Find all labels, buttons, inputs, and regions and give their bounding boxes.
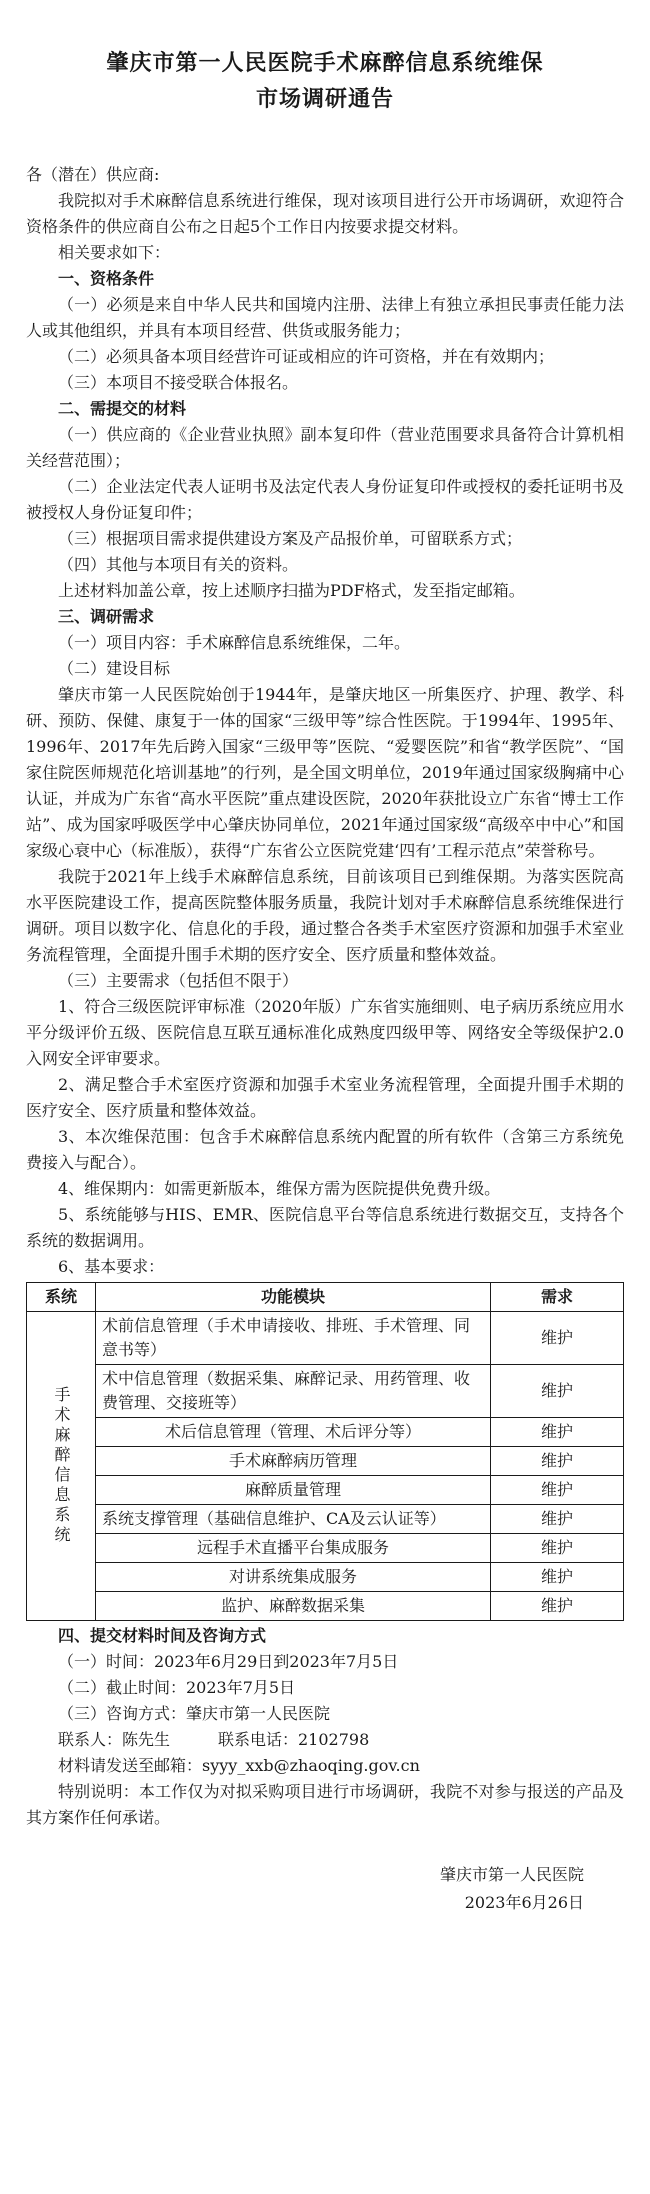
section-1-item: （三）本项目不接受联合体报名。	[58, 373, 299, 392]
main-requirements-heading: （三）主要需求（包括但不限于）	[58, 971, 299, 990]
notice-body	[26, 162, 624, 1831]
module-cell: 对讲系统集成服务	[96, 1563, 491, 1592]
section-2-item: （三）根据项目需求提供建设方案及产品报价单，可留联系方式；	[58, 529, 523, 548]
requirement-item: 5、系统能够与HIS、EMR、医院信息平台等信息系统进行数据交互，支持各个系统的数据调用。	[26, 1205, 624, 1250]
project-background-paragraph: 我院于2021年上线手术麻醉信息系统，目前该项目已到维保期。为落实医院高水平医院建设工作，提高医院整体服务质量，我院计划对手术麻醉信息系统维保进行调研。项目以数字化、信息化的手段，通过整合各类手术室医疗资源和加强手术室业务流程管理，全面提升围手术期的医疗安全、医疗质量和整体效益。	[26, 867, 624, 964]
section-1-heading: 一、资格条件	[58, 269, 155, 288]
greeting: 各（潜在）供应商:	[26, 165, 160, 184]
requirement-item: 1、符合三级医院评审标准（2020年版）广东省实施细则、电子病历系统应用水平分级评价五级、医院信息互联互通标准化成熟度四级甲等、网络安全等级保护2.0入网安全评审要求。	[26, 997, 624, 1068]
section-2-item: （四）其他与本项目有关的资料。	[58, 555, 299, 574]
table-row	[27, 1365, 624, 1418]
module-cell: 术前信息管理（手术申请接收、排班、手术管理、同意书等）	[96, 1312, 491, 1365]
need-cell: 维护	[491, 1534, 624, 1563]
requirement-item: 2、满足整合手术室医疗资源和加强手术室业务流程管理，全面提升围手术期的医疗安全、医疗质量和整体效益。	[26, 1075, 624, 1120]
contact-info: 联系人：陈先生 联系电话：2102798	[58, 1730, 370, 1749]
module-cell: 监护、麻醉数据采集	[96, 1592, 491, 1621]
section-2-heading: 二、需提交的材料	[58, 399, 187, 418]
need-cell: 维护	[491, 1592, 624, 1621]
header-need: 需求	[491, 1283, 624, 1312]
requirement-item: 4、维保期内：如需更新版本，维保方需为医院提供免费升级。	[58, 1179, 501, 1198]
build-goal-heading: （二）建设目标	[58, 659, 171, 678]
section-3-heading: 三、调研需求	[58, 607, 155, 626]
requirement-item: 6、基本要求：	[58, 1257, 165, 1276]
need-cell: 维护	[491, 1418, 624, 1447]
module-cell: 系统支撑管理（基础信息维护、CA及云认证等）	[96, 1505, 491, 1534]
module-cell: 手术麻醉病历管理	[96, 1447, 491, 1476]
section-2-item: （二）企业法定代表人证明书及法定代表人身份证复印件或授权的委托证明书及被授权人身份证复印件；	[26, 477, 624, 522]
notice-title	[26, 46, 624, 118]
table-row	[27, 1505, 624, 1534]
table-row	[27, 1563, 624, 1592]
section-1-item: （一）必须是来自中华人民共和国境内注册、法律上有独立承担民事责任能力法人或其他组织，并具有本项目经营、供货或服务能力；	[26, 295, 624, 340]
need-cell: 维护	[491, 1476, 624, 1505]
signature-block	[26, 1861, 624, 1917]
special-note: 特别说明：本工作仅为对拟采购项目进行市场调研，我院不对参与报送的产品及其方案作任何承诺。	[26, 1782, 624, 1827]
sign-date: 2023年6月26日	[464, 1893, 584, 1912]
table-row	[27, 1447, 624, 1476]
system-name: 手术麻醉信息系统	[52, 1386, 71, 1546]
section-4-heading: 四、提交材料时间及咨询方式	[58, 1626, 267, 1645]
consult-method: （三）咨询方式：肇庆市第一人民医院	[58, 1704, 331, 1723]
table-header-row	[27, 1283, 624, 1312]
intro-paragraph: 我院拟对手术麻醉信息系统进行维保，现对该项目进行公开市场调研，欢迎符合资格条件的供应商自公布之日起5个工作日内按要求提交材料。	[26, 191, 624, 236]
need-cell: 维护	[491, 1563, 624, 1592]
table-row	[27, 1476, 624, 1505]
section-2-item: （一）供应商的《企业营业执照》副本复印件（营业范围要求具备符合计算机相关经营范围）；	[26, 425, 624, 470]
need-cell: 维护	[491, 1365, 624, 1418]
table-row	[27, 1418, 624, 1447]
hospital-intro-paragraph: 肇庆市第一人民医院始创于1944年，是肇庆地区一所集医疗、护理、教学、科研、预防、保健、康复于一体的国家“三级甲等”综合性医院。于1994年、1995年、1996年、2017年先后跨入国家“三级甲等”医院、“爱婴医院”和省“教学医院”、“国家住院医师规范化培训基地”的行列，是全国文明单位，2019年通过国家级胸痛中心认证，并成为广东省“高水平医院”重点建设医院，2020年获批设立广东省“博士工作站”、成为国家呼吸医学中心肇庆协同单位，2021年通过国家级“高级卒中中心”和国家级心衰中心（标准版），获得“广东省公立医院党建‘四有’工程示范点”荣誉称号。	[26, 685, 624, 860]
module-cell: 术中信息管理（数据采集、麻醉记录、用药管理、收费管理、交接班等）	[96, 1365, 491, 1418]
system-cell	[27, 1312, 96, 1621]
section-1-item: （二）必须具备本项目经营许可证或相应的许可资格，并在有效期内；	[58, 347, 555, 366]
need-cell: 维护	[491, 1505, 624, 1534]
project-content: （一）项目内容：手术麻醉信息系统维保，二年。	[58, 633, 411, 652]
sign-organization: 肇庆市第一人民医院	[439, 1865, 584, 1884]
related-requirements: 相关要求如下：	[58, 243, 171, 262]
table-row	[27, 1592, 624, 1621]
module-cell: 术后信息管理（管理、术后评分等）	[96, 1418, 491, 1447]
title-line-2: 市场调研通告	[255, 87, 394, 112]
title-line-1: 肇庆市第一人民医院手术麻醉信息系统维保	[106, 51, 544, 76]
requirements-table	[26, 1282, 624, 1621]
module-cell: 麻醉质量管理	[96, 1476, 491, 1505]
email-info: 材料请发送至邮箱：syyy_xxb@zhaoqing.gov.cn	[58, 1756, 420, 1775]
table-row	[27, 1312, 624, 1365]
header-module: 功能模块	[96, 1283, 491, 1312]
need-cell: 维护	[491, 1312, 624, 1365]
table-row	[27, 1534, 624, 1563]
module-cell: 远程手术直播平台集成服务	[96, 1534, 491, 1563]
deadline: （二）截止时间：2023年7月5日	[58, 1678, 296, 1697]
submission-time: （一）时间：2023年6月29日到2023年7月5日	[58, 1652, 399, 1671]
need-cell: 维护	[491, 1447, 624, 1476]
requirement-item: 3、本次维保范围：包含手术麻醉信息系统内配置的所有软件（含第三方系统免费接入与配合）。	[26, 1127, 624, 1172]
header-system: 系统	[27, 1283, 96, 1312]
section-2-note: 上述材料加盖公章，按上述顺序扫描为PDF格式，发至指定邮箱。	[58, 581, 525, 600]
